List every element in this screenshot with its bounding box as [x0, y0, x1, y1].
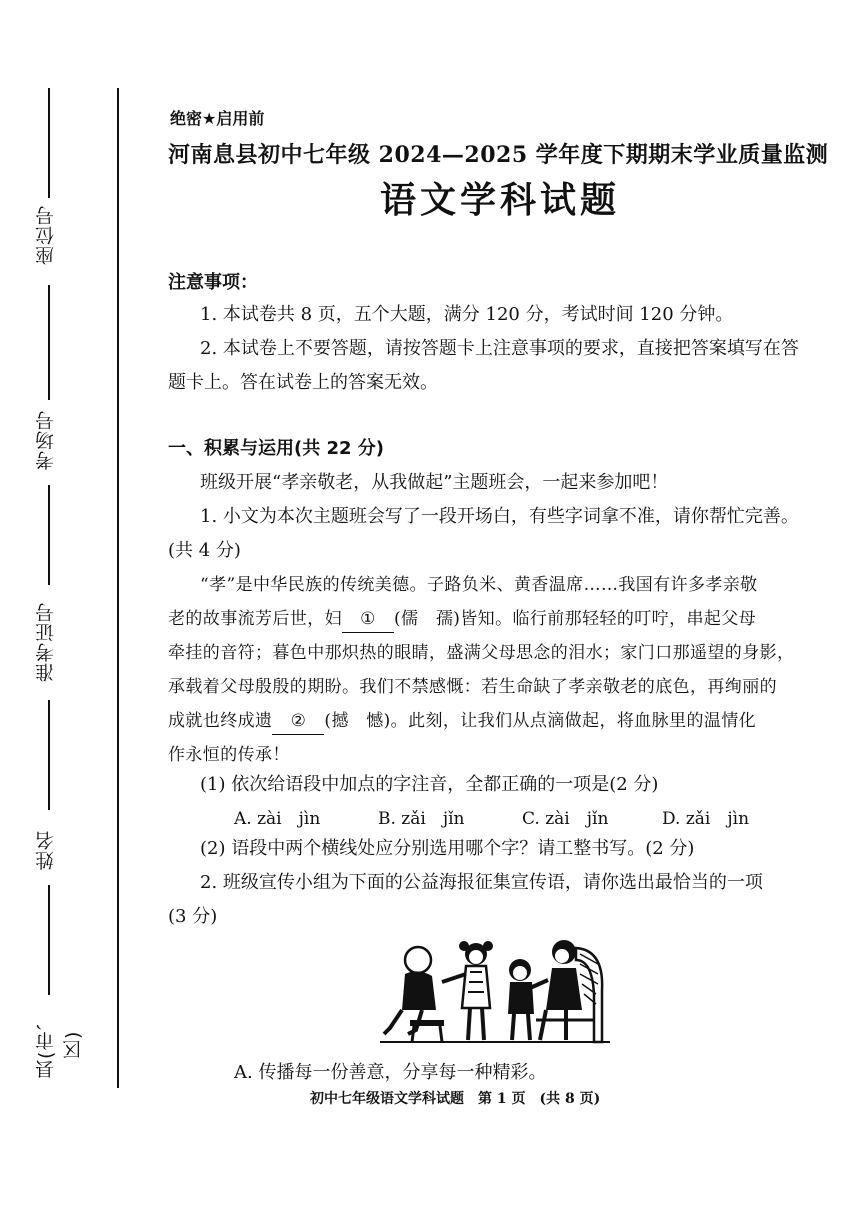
poster-illustration — [380, 930, 610, 1050]
passage-line-6: 作永恒的传承！ — [168, 745, 290, 765]
room-no-line — [48, 285, 50, 400]
notice-item-2-line-2: 题卡上。答在试卷上的答案无效。 — [168, 372, 438, 393]
notice-heading: 注意事项： — [168, 272, 258, 293]
question-1-line-2: (共 4 分) — [168, 540, 241, 561]
passage-line-5 — [168, 708, 756, 735]
notice-item-1: 1. 本试卷共 8 页，五个大题，满分 120 分，考试时间 120 分钟。 — [200, 304, 734, 325]
question-2-line-1: 2. 班级宣传小组为下面的公益海报征集宣传语，请你选出最恰当的一项 — [200, 872, 763, 893]
admission-no-label: 准考证号 — [35, 602, 57, 683]
binding-divider-line — [117, 88, 119, 1088]
passage-line-2-end: (儒 孺)皆知。临行前那轻轻的叮咛，串起父母 — [394, 609, 757, 629]
section-1-heading: 一、积累与运用(共 22 分) — [168, 438, 385, 459]
page-footer: 初中七年级语文学科试题 第 1 页 (共 8 页) — [310, 1091, 601, 1107]
name-label: 姓名 — [35, 830, 57, 870]
seat-no-label: 座位号 — [35, 205, 57, 265]
section-1-intro: 班级开展“孝亲敬老，从我做起”主题班会，一起来参加吧！ — [200, 472, 669, 493]
room-no-label: 考场号 — [35, 410, 57, 470]
blank-1: ① — [342, 606, 394, 633]
question-1-2: (2) 语段中两个横线处应分别选用哪个字？请工整书写。(2 分) — [200, 838, 695, 859]
question-1-1-option-a: A. zài jìn — [234, 809, 321, 829]
question-1-1-option-d: D. zǎi jìn — [662, 809, 750, 829]
question-2-line-2: (3 分) — [168, 906, 218, 927]
question-1-1-option-c: C. zài jǐn — [522, 809, 609, 829]
passage-line-2-start: 老的故事流芳后世，妇 — [168, 609, 342, 629]
admission-no-line — [48, 485, 50, 585]
passage-line-4: 承载着父母殷殷的期盼。我们不禁感慨：若生命缺了孝亲敬老的底色，再绚丽的 — [168, 677, 777, 697]
passage-line-5-end: (撼 憾)。此刻，让我们从点滴做起，将血脉里的温情化 — [324, 711, 757, 731]
passage-line-2 — [168, 606, 756, 633]
county-label: 县(市、区) — [35, 1010, 84, 1080]
notice-item-2-line-1: 2. 本试卷上不要答题，请按答题卡上注意事项的要求，直接把答案填写在答 — [200, 338, 799, 359]
question-2-option-a: A. 传播每一份善意，分享每一种精彩。 — [234, 1062, 547, 1083]
exam-title: 语文学科试题 — [379, 180, 620, 221]
question-1-1: (1) 依次给语段中加点的字注音，全都正确的一项是(2 分) — [200, 774, 659, 795]
name-line — [48, 700, 50, 810]
grandpa-figure — [384, 947, 444, 1042]
county-line — [48, 885, 50, 995]
question-1-1-option-b: B. zǎi jǐn — [378, 809, 465, 829]
passage-line-1: “孝”是中华民族的传统美德。子路负米、黄香温席……我国有许多孝亲敬 — [200, 575, 758, 595]
confidential-mark: 绝密★启用前 — [170, 109, 265, 128]
girl-figure — [442, 941, 493, 1040]
question-1-line-1: 1. 小文为本次主题班会写了一段开场白，有些字词拿不准，请你帮忙完善。 — [200, 506, 799, 527]
blank-2: ② — [272, 708, 324, 735]
passage-line-3: 牵挂的音符；暮色中那炽热的眼睛，盛满父母思念的泪水；家门口那遥望的身影， — [168, 643, 795, 663]
seat-no-line — [48, 88, 50, 198]
passage-line-5-start: 成就也终成遗 — [168, 711, 273, 731]
grandma-figure — [536, 940, 602, 1042]
exam-header: 河南息县初中七年级 2024—2025 学年度下期期末学业质量监测 — [168, 142, 829, 168]
